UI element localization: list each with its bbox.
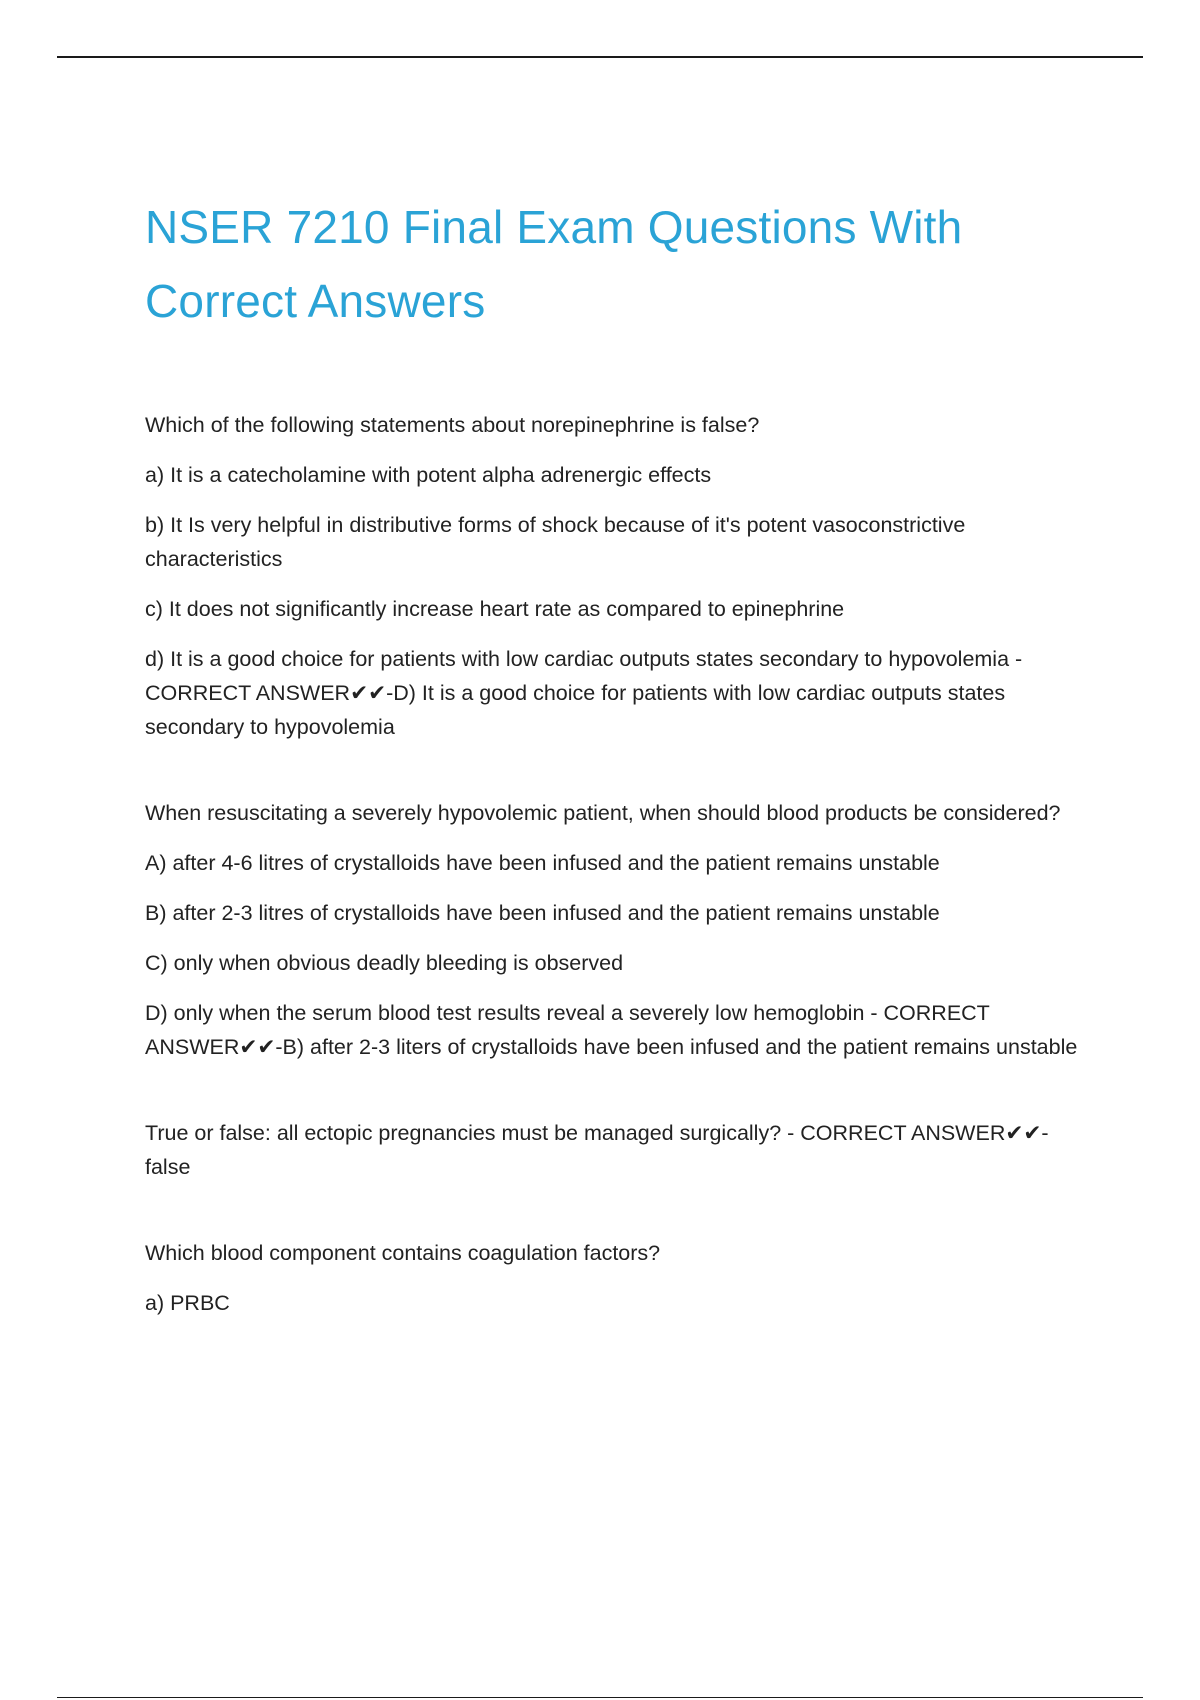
- question-2: [145, 796, 1085, 1064]
- question-1-option-d-answer: d) It is a good choice for patients with low cardiac outputs states secondary to hypovolemia - CORRECT ANSWER✔✔-D) It is a good choice for patients with low cardiac outputs states secondary to hypovolemia: [145, 647, 1023, 739]
- question-4: [145, 1236, 1085, 1320]
- title-line-1: NSER 7210 Final Exam Questions With: [145, 201, 963, 253]
- question-4-option-a: a) PRBC: [145, 1291, 230, 1315]
- question-1-option-b: b) It Is very helpful in distributive forms of shock because of it's potent vasoconstrictive characteristics: [145, 513, 966, 571]
- document-title: [145, 190, 1085, 338]
- question-3: [145, 1116, 1085, 1184]
- questions-list: [145, 408, 1085, 1320]
- question-2-option-b: B) after 2-3 litres of crystalloids have been infused and the patient remains unstable: [145, 901, 940, 925]
- document-content: [145, 190, 1085, 1372]
- question-2-option-d-answer: D) only when the serum blood test results reveal a severely low hemoglobin - CORRECT ANSWER✔✔-B) after 2-3 liters of crystalloids have been infused and the patient remains unstable: [145, 1001, 1078, 1059]
- question-1-stem: Which of the following statements about norepinephrine is false?: [145, 413, 760, 437]
- question-1-option-c: c) It does not significantly increase heart rate as compared to epinephrine: [145, 597, 845, 621]
- bottom-rule: [57, 1697, 1143, 1698]
- question-1-option-a: a) It is a catecholamine with potent alpha adrenergic effects: [145, 463, 712, 487]
- question-4-stem: Which blood component contains coagulation factors?: [145, 1241, 661, 1265]
- question-2-option-c: C) only when obvious deadly bleeding is observed: [145, 951, 624, 975]
- question-1: [145, 408, 1085, 744]
- question-2-stem: When resuscitating a severely hypovolemic patient, when should blood products be considered?: [145, 801, 1061, 825]
- title-line-2: Correct Answers: [145, 275, 486, 327]
- question-3-stem-answer: True or false: all ectopic pregnancies must be managed surgically? - CORRECT ANSWER✔✔-false: [145, 1121, 1049, 1179]
- top-rule: [57, 56, 1143, 58]
- question-2-option-a: A) after 4-6 litres of crystalloids have been infused and the patient remains unstable: [145, 851, 940, 875]
